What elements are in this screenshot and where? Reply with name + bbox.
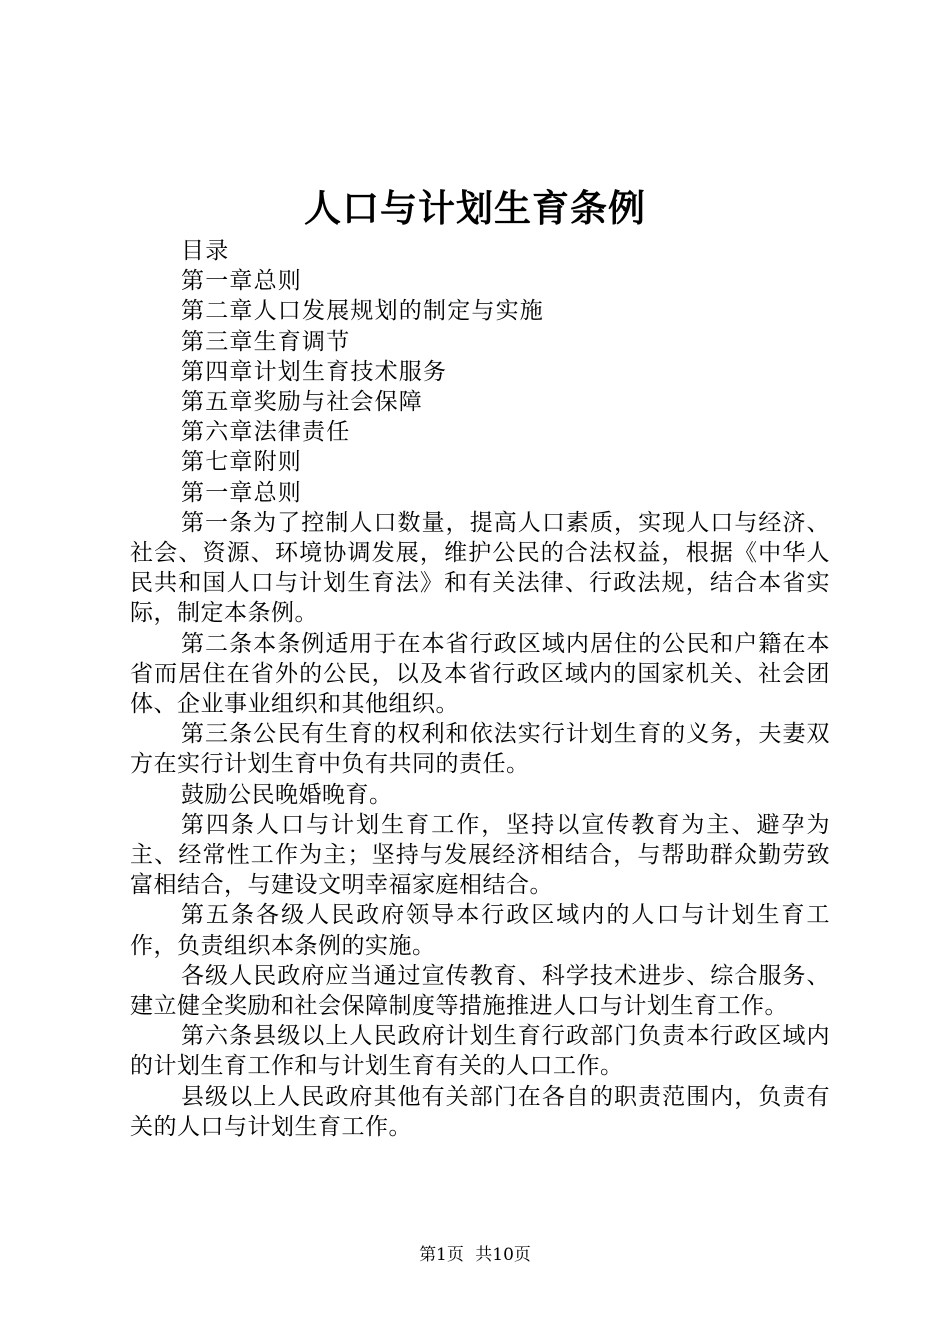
page-footer [0,1243,950,1267]
toc-item-chapter-4: 第四章计划生育技术服务 [181,358,448,385]
document-body [130,236,830,1142]
chapter-heading: 第一章总则 [181,479,302,506]
toc-item-chapter-3: 第三章生育调节 [181,328,351,355]
article-3-note: 鼓励公民晚婚晚育。 [181,781,393,808]
article-6: 第六条县级以上人民政府计划生育行政部门负责本行政区域内的计划生育工作和与计划生育有关的人口工作。 [130,1023,830,1080]
toc-item-chapter-7: 第七章附则 [181,449,302,476]
document-title: 人口与计划生育条例 [304,186,646,230]
page-number: 第1页 [419,1245,464,1265]
article-2: 第二条本条例适用于在本省行政区域内居住的公民和户籍在本省而居住在省外的公民，以及本省行政区域内的国家机关、社会团体、企业事业组织和其他组织。 [130,630,830,718]
toc-item-chapter-2: 第二章人口发展规划的制定与实施 [181,298,544,325]
toc-item-chapter-6: 第六章法律责任 [181,419,351,446]
page-total: 共10页 [475,1245,531,1265]
article-5-clause-2: 各级人民政府应当通过宣传教育、科学技术进步、综合服务、建立健全奖励和社会保障制度等措施推进人口与计划生育工作。 [130,962,830,1020]
article-4: 第四条人口与计划生育工作，坚持以宣传教育为主、避孕为主、经常性工作为主；坚持与发展经济相结合，与帮助群众勤劳致富相结合，与建设文明幸福家庭相结合。 [130,811,830,899]
toc-item-chapter-1: 第一章总则 [181,268,302,295]
toc-item-chapter-5: 第五章奖励与社会保障 [181,389,423,416]
article-1: 第一条为了控制人口数量，提高人口素质，实现人口与经济、社会、资源、环境协调发展，维护公民的合法权益，根据《中华人民共和国人口与计划生育法》和有关法律、行政法规，结合本省实际，制定本条例。 [130,509,830,627]
toc-heading: 目录 [181,238,230,264]
article-5: 第五条各级人民政府领导本行政区域内的人口与计划生育工作，负责组织本条例的实施。 [130,902,830,959]
article-6-clause-2: 县级以上人民政府其他有关部门在各自的职责范围内，负责有关的人口与计划生育工作。 [130,1083,830,1140]
article-3: 第三条公民有生育的权利和依法实行计划生育的义务，夫妻双方在实行计划生育中负有共同的责任。 [130,721,830,778]
